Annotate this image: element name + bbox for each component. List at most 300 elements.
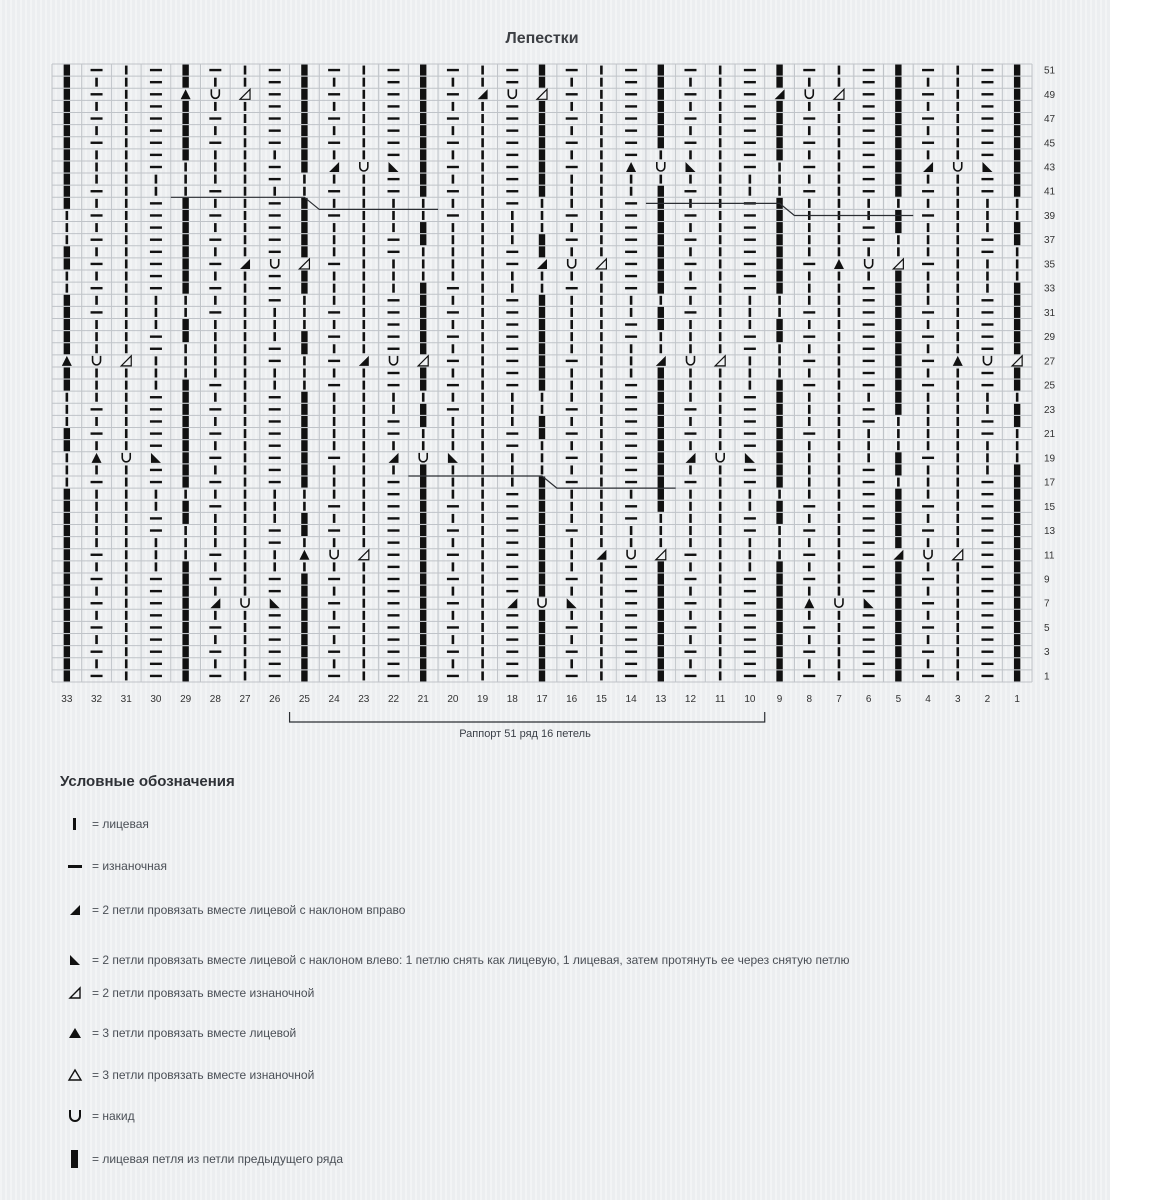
knit-stitch: [125, 138, 128, 147]
purl-stitch: [625, 93, 637, 95]
purl-stitch: [625, 420, 637, 422]
purl-stitch: [625, 432, 637, 434]
purl-stitch: [269, 299, 281, 301]
slip-knit-stitch: [776, 125, 782, 136]
purl-stitch: [566, 214, 578, 216]
purl-stitch: [625, 517, 637, 519]
purl-stitch: [981, 675, 993, 677]
slip-knit-stitch: [895, 65, 901, 76]
knit-stitch: [95, 381, 98, 390]
knit-stitch: [719, 223, 722, 232]
knit-stitch: [273, 332, 276, 341]
knit-stitch: [541, 223, 544, 232]
knit-stitch: [838, 417, 841, 426]
purl-stitch: [150, 602, 162, 604]
knit-stitch: [570, 187, 573, 196]
purl-stitch: [684, 602, 696, 604]
column-number-label: 12: [684, 694, 697, 705]
knit-stitch: [214, 659, 217, 668]
knit-stitch: [570, 320, 573, 329]
row-number-label: 15: [1044, 501, 1056, 513]
slip-knit-stitch: [64, 65, 70, 76]
column-number-label: 5: [895, 694, 902, 705]
knit-stitch: [659, 526, 662, 535]
slip-knit-stitch: [895, 271, 901, 282]
slip-knit-stitch: [539, 162, 545, 173]
purl-stitch: [863, 166, 875, 168]
knit-stitch: [808, 514, 811, 523]
knit-stitch: [333, 175, 336, 184]
k3tog-icon: [64, 1022, 86, 1044]
knit-stitch: [481, 247, 484, 256]
knit-stitch: [363, 538, 366, 547]
purl-stitch: [269, 214, 281, 216]
legend-text: = 3 петли провязать вместе лицевой: [92, 1026, 297, 1040]
knit-stitch: [452, 199, 455, 208]
knit-stitch: [927, 417, 930, 426]
slip-knit-stitch: [420, 513, 426, 524]
slip-knit-stitch: [182, 210, 188, 221]
knit-stitch: [184, 163, 187, 172]
knit-stitch: [422, 211, 425, 220]
purl-stitch: [150, 420, 162, 422]
purl-stitch: [922, 578, 934, 580]
knit-stitch: [838, 465, 841, 474]
k3tog-stitch: [953, 356, 963, 366]
slip-knit-stitch: [64, 561, 70, 572]
knit-stitch: [155, 550, 158, 559]
knit-stitch: [570, 490, 573, 499]
knit-stitch: [1016, 453, 1019, 462]
knit-stitch: [481, 308, 484, 317]
row-number-label: 7: [1044, 598, 1050, 610]
knit-stitch: [689, 296, 692, 305]
slip-knit-stitch: [776, 598, 782, 609]
purl-stitch: [922, 311, 934, 313]
knit-stitch: [214, 538, 217, 547]
knit-stitch: [927, 635, 930, 644]
slip-knit-stitch: [182, 658, 188, 669]
purl-stitch: [863, 420, 875, 422]
knit-stitch: [838, 490, 841, 499]
slip-knit-stitch: [658, 258, 664, 269]
yarn-over-stitch: [954, 162, 962, 171]
column-number-label: 1: [1014, 694, 1020, 705]
purl-stitch: [863, 469, 875, 471]
purl-stitch: [981, 348, 993, 350]
knit-stitch: [838, 284, 841, 293]
slip-knit-stitch: [182, 622, 188, 633]
purl-stitch: [91, 311, 103, 313]
purl-stitch: [981, 626, 993, 628]
purl-stitch: [744, 590, 756, 592]
purl-stitch: [209, 505, 221, 507]
slip-knit-stitch: [301, 440, 307, 451]
purl-stitch: [388, 178, 400, 180]
purl-stitch: [388, 554, 400, 556]
slip-knit-stitch: [64, 574, 70, 585]
legend-title: Условные обозначения: [60, 773, 235, 790]
knit-stitch: [600, 393, 603, 402]
slip-knit-stitch: [658, 610, 664, 621]
knit-stitch: [214, 126, 217, 135]
slip-knit-stitch: [776, 392, 782, 403]
purl-stitch: [328, 93, 340, 95]
knit-stitch: [481, 514, 484, 523]
purl-stitch: [388, 154, 400, 156]
knit-stitch: [927, 272, 930, 281]
knit-stitch: [927, 344, 930, 353]
knit-stitch: [600, 187, 603, 196]
slip-knit-stitch: [1014, 186, 1020, 197]
slip-knit-stitch: [64, 246, 70, 257]
slip-knit-stitch: [658, 452, 664, 463]
knit-stitch: [511, 235, 514, 244]
purl-stitch: [863, 541, 875, 543]
knit-stitch: [1016, 393, 1019, 402]
knit-stitch: [66, 211, 69, 220]
purl-stitch: [150, 214, 162, 216]
knit-stitch: [838, 272, 841, 281]
legend-item-ssk-left: [64, 949, 850, 971]
knit-stitch: [422, 429, 425, 438]
knit-stitch: [66, 284, 69, 293]
knit-stitch: [600, 587, 603, 596]
slip-knit-stitch: [182, 574, 188, 585]
knit-stitch: [333, 78, 336, 87]
purl-stitch: [506, 372, 518, 374]
knit-stitch: [808, 490, 811, 499]
knit-stitch: [392, 465, 395, 474]
knit-stitch: [392, 199, 395, 208]
purl-stitch: [150, 348, 162, 350]
purl-stitch: [506, 142, 518, 144]
purl-stitch: [328, 505, 340, 507]
slip-knit-stitch: [301, 65, 307, 76]
slip-knit-stitch: [776, 380, 782, 391]
knit-stitch: [184, 538, 187, 547]
knit-stitch: [481, 550, 484, 559]
k2tog-right-stitch: [329, 162, 339, 172]
slip-knit-stitch: [658, 586, 664, 597]
knit-stitch: [838, 66, 841, 75]
p2tog-stitch: [359, 550, 369, 560]
purl-stitch: [388, 190, 400, 192]
knit-stitch: [363, 90, 366, 99]
knit-stitch: [481, 429, 484, 438]
knit-stitch: [956, 102, 959, 111]
purl-stitch: [684, 408, 696, 410]
slip-knit-stitch: [658, 670, 664, 681]
knit-stitch: [689, 332, 692, 341]
column-number-label: 21: [417, 694, 429, 705]
purl-stitch: [209, 408, 221, 410]
slip-knit-stitch: [895, 464, 901, 475]
purl-stitch: [863, 117, 875, 119]
knit-stitch: [333, 272, 336, 281]
knit-stitch: [956, 587, 959, 596]
purl-stitch: [863, 614, 875, 616]
slip-knit-stitch: [420, 149, 426, 160]
purl-stitch: [744, 142, 756, 144]
slip-knit-stitch: [895, 501, 901, 512]
knit-stitch: [363, 611, 366, 620]
slip-knit-stitch: [776, 501, 782, 512]
knit-stitch: [600, 90, 603, 99]
knit-stitch: [244, 175, 247, 184]
purl-stitch: [209, 578, 221, 580]
purl-stitch: [269, 287, 281, 289]
knit-stitch: [986, 405, 989, 414]
purl-stitch: [150, 408, 162, 410]
knit-stitch: [719, 429, 722, 438]
knit-stitch: [244, 671, 247, 680]
p2tog-stitch: [893, 259, 903, 269]
purl-stitch: [388, 541, 400, 543]
knit-stitch: [244, 320, 247, 329]
k2tog-right-stitch: [685, 453, 695, 463]
slip-knit-stitch: [539, 646, 545, 657]
chart-title: Лепестки: [505, 30, 579, 47]
knit-stitch: [452, 441, 455, 450]
knit-stitch: [125, 538, 128, 547]
purl-stitch: [269, 529, 281, 531]
purl-stitch: [863, 129, 875, 131]
ssk-left-stitch: [448, 453, 458, 463]
purl-stitch: [447, 69, 459, 71]
knit-stitch: [95, 320, 98, 329]
slip-knit-stitch: [776, 149, 782, 160]
purl-stitch: [684, 554, 696, 556]
knit-stitch: [481, 78, 484, 87]
knit-stitch: [956, 259, 959, 268]
slip-knit-stitch: [658, 574, 664, 585]
knit-stitch: [481, 562, 484, 571]
knit-stitch: [719, 514, 722, 523]
knit-stitch: [600, 235, 603, 244]
knit-stitch: [689, 272, 692, 281]
knit-stitch: [244, 211, 247, 220]
knit-stitch: [897, 247, 900, 256]
ssk-left-stitch: [745, 453, 755, 463]
purl-stitch: [625, 384, 637, 386]
knit-stitch: [66, 417, 69, 426]
knit-stitch: [125, 671, 128, 680]
purl-stitch: [91, 117, 103, 119]
purl-stitch: [744, 154, 756, 156]
purl-stitch: [863, 663, 875, 665]
column-number-labels: [61, 694, 1020, 705]
knit-stitch: [244, 453, 247, 462]
knit-stitch: [659, 514, 662, 523]
knit-stitch: [363, 247, 366, 256]
purl-stitch: [625, 226, 637, 228]
knit-stitch: [808, 587, 811, 596]
purl-stitch: [388, 299, 400, 301]
knit-stitch: [927, 296, 930, 305]
slip-knit-stitch: [776, 428, 782, 439]
purl-stitch: [269, 590, 281, 592]
knit-stitch: [422, 199, 425, 208]
knit-stitch: [452, 259, 455, 268]
knit-stitch: [481, 393, 484, 402]
knit-stitch: [481, 369, 484, 378]
slip-knit-stitch: [1014, 125, 1020, 136]
knit-stitch: [66, 453, 69, 462]
knit-stitch: [1016, 259, 1019, 268]
knit-stitch: [244, 417, 247, 426]
knit-stitch: [778, 308, 781, 317]
purl-stitch: [744, 578, 756, 580]
slip-knit-stitch: [420, 646, 426, 657]
purl-stitch: [388, 372, 400, 374]
knit-stitch: [719, 417, 722, 426]
knit-stitch: [689, 369, 692, 378]
legend-item-p3tog: [64, 1064, 314, 1086]
purl-stitch: [684, 626, 696, 628]
knit-stitch: [125, 441, 128, 450]
slip-knit-stitch: [182, 271, 188, 282]
yarn-over-stitch: [924, 550, 932, 559]
slip-knit-stitch: [895, 174, 901, 185]
knit-stitch: [838, 175, 841, 184]
slip-knit-stitch: [64, 331, 70, 342]
slip-knit-stitch: [895, 149, 901, 160]
slip-knit-stitch: [301, 101, 307, 112]
purl-stitch: [981, 117, 993, 119]
knit-stitch: [244, 478, 247, 487]
row-number-label: 11: [1044, 550, 1055, 562]
purl-stitch: [922, 214, 934, 216]
knit-stitch: [66, 478, 69, 487]
knit-stitch: [214, 163, 217, 172]
knit-stitch: [422, 247, 425, 256]
yarn-over-stitch: [122, 453, 130, 462]
slip-knit-stitch: [301, 598, 307, 609]
purl-stitch: [447, 408, 459, 410]
knit-stitch: [570, 175, 573, 184]
knit-stitch: [838, 102, 841, 111]
purl-stitch: [269, 105, 281, 107]
purl-stitch: [863, 311, 875, 313]
knit-stitch: [95, 393, 98, 402]
knit-stitch: [511, 417, 514, 426]
purl-stitch: [863, 505, 875, 507]
slip-knit-stitch: [658, 464, 664, 475]
column-number-label: 28: [209, 694, 221, 705]
purl-stitch: [566, 457, 578, 459]
purl-stitch: [388, 481, 400, 483]
slip-knit-stitch: [1014, 489, 1020, 500]
slip-knit-stitch: [301, 428, 307, 439]
knit-stitch: [125, 575, 128, 584]
purl-stitch: [150, 117, 162, 119]
knit-stitch: [244, 550, 247, 559]
purl-stitch: [150, 129, 162, 131]
slip-knit-stitch: [658, 380, 664, 391]
knit-stitch: [452, 102, 455, 111]
slip-knit-stitch: [420, 65, 426, 76]
knit-stitch: [749, 550, 752, 559]
knit-stitch: [95, 538, 98, 547]
knit-stitch: [125, 332, 128, 341]
knit-stitch: [956, 66, 959, 75]
knit-stitch: [719, 478, 722, 487]
knit-stitch: [600, 647, 603, 656]
purl-stitch: [863, 287, 875, 289]
knit-stitch: [452, 562, 455, 571]
slip-knit-stitch: [895, 586, 901, 597]
knit-stitch: [333, 659, 336, 668]
knit-stitch: [125, 611, 128, 620]
knit-stitch: [481, 150, 484, 159]
knit-stitch: [125, 163, 128, 172]
knit-stitch: [481, 332, 484, 341]
knit-stitch: [897, 417, 900, 426]
knit-stitch: [719, 90, 722, 99]
slip-knit-stitch: [539, 113, 545, 124]
knit-stitch: [363, 223, 366, 232]
purl-stitch: [150, 432, 162, 434]
knit-stitch: [719, 320, 722, 329]
knit-stitch: [541, 284, 544, 293]
knit-stitch: [719, 405, 722, 414]
purl-stitch: [625, 469, 637, 471]
knit-stitch: [125, 405, 128, 414]
purl-stitch: [744, 275, 756, 277]
knit-stitch: [363, 211, 366, 220]
k2tog-right-stitch: [359, 356, 369, 366]
slip-knit-stitch: [182, 246, 188, 257]
slip-knit-stitch: [895, 525, 901, 536]
legend-item-knit: [64, 813, 149, 835]
slip-knit-stitch: [895, 598, 901, 609]
column-number-label: 2: [984, 694, 991, 705]
knit-stitch: [363, 175, 366, 184]
knit-stitch: [719, 562, 722, 571]
knit-stitch: [95, 526, 98, 535]
purl-stitch: [388, 323, 400, 325]
slip-knit-stitch: [301, 610, 307, 621]
knit-stitch: [986, 284, 989, 293]
knit-stitch: [125, 369, 128, 378]
knit-stitch: [956, 393, 959, 402]
knit-stitch: [244, 150, 247, 159]
purl-stitch: [269, 541, 281, 543]
purl-stitch: [209, 651, 221, 653]
k3tog-stitch: [181, 89, 191, 99]
knit-stitch: [333, 562, 336, 571]
knit-stitch: [778, 538, 781, 547]
slip-knit-stitch: [64, 489, 70, 500]
purl-stitch: [981, 129, 993, 131]
knit-stitch: [838, 369, 841, 378]
slip-knit-stitch: [301, 392, 307, 403]
knit-stitch: [749, 538, 752, 547]
knit-stitch: [719, 575, 722, 584]
purl-stitch: [91, 408, 103, 410]
row-number-label: 43: [1044, 162, 1056, 174]
knit-stitch: [184, 356, 187, 365]
knit-stitch: [363, 659, 366, 668]
purl-stitch: [922, 190, 934, 192]
purl-stitch: [150, 93, 162, 95]
purl-stitch: [209, 481, 221, 483]
knit-stitch: [689, 247, 692, 256]
purl-stitch: [922, 263, 934, 265]
knit-stitch: [689, 502, 692, 511]
knit-stitch: [452, 126, 455, 135]
